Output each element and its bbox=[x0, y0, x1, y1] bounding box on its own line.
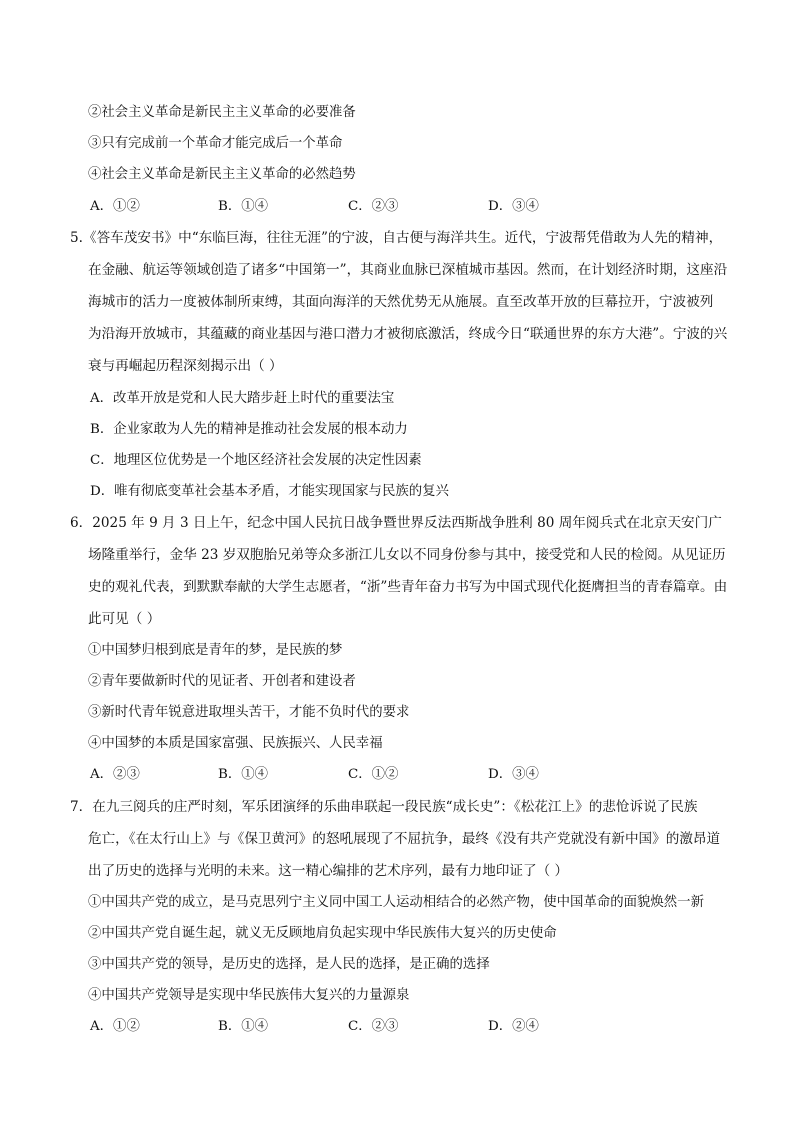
q7-options bbox=[90, 1018, 650, 1036]
q6-stem-line-2: 场隆重举行，金华 23 岁双胞胎兄弟等众多浙江儿女以不同身份参与其中，接受党和人民的检阅。从见证历 bbox=[88, 547, 726, 563]
q4-option-b[interactable]: B．①④ bbox=[218, 199, 269, 214]
q6-choice-3: ③新时代青年锐意进取埋头苦干，才能不负时代的要求 bbox=[88, 705, 410, 720]
q5-stem-line-5: 衰与再崛起历程深刻揭示出（ ） bbox=[88, 358, 283, 374]
q5-stem-line-1: 5.《答车茂安书》中“东临巨海，往往无涯”的宁波，自古便与海洋共生。近代，宁波帮凭借敢为人先的精神， bbox=[70, 230, 723, 246]
q6-choice-1: ①中国梦归根到底是青年的梦，是民族的梦 bbox=[88, 643, 343, 658]
q7-stem-line-3: 出了历史的选择与光明的未来。这一精心编排的艺术序列，最有力地印证了（ ） bbox=[88, 863, 569, 879]
q6-stem-line-3: 史的观礼代表，到默默奉献的大学生志愿者，“浙”些青年奋力书写为中国式现代化挺膺担当的青春篇章。由 bbox=[88, 579, 728, 595]
q4-options bbox=[90, 198, 650, 216]
q5-stem-line-2: 在金融、航运等领域创造了诸多“中国第一”，其商业血脉已深植城市基因。然而，在计划经济时期，这座沿 bbox=[88, 262, 728, 278]
q7-choice-3: ③中国共产党的领导，是历史的选择，是人民的选择，是正确的选择 bbox=[88, 957, 490, 972]
q5-option-d[interactable]: D．唯有彻底变革社会基本矛盾，才能实现国家与民族的复兴 bbox=[90, 484, 449, 499]
q4-option-d[interactable]: D．③④ bbox=[488, 199, 539, 214]
q6-stem-line-1: 6．2025 年 9 月 3 日上午，纪念中国人民抗日战争暨世界反法西斯战争胜利 80 周年阅兵式在北京天安门广 bbox=[70, 515, 722, 531]
q4-choice-4: ④社会主义革命是新民主主义革命的必然趋势 bbox=[88, 167, 356, 182]
q7-choice-2: ②中国共产党自诞生起，就义无反顾地肩负起实现中华民族伟大复兴的历史使命 bbox=[88, 926, 557, 941]
q6-choice-4: ④中国梦的本质是国家富强、民族振兴、人民幸福 bbox=[88, 736, 383, 751]
q6-option-d[interactable]: D．③④ bbox=[488, 767, 539, 782]
q6-option-b[interactable]: B．①④ bbox=[218, 767, 269, 782]
q4-option-a[interactable]: A．①② bbox=[90, 199, 140, 214]
q5-stem-line-3: 海城市的活力一度被体制所束缚，其面向海洋的天然优势无从施展。直至改革开放的巨幕拉开，宁波被列 bbox=[88, 294, 714, 310]
q5-stem-line-4: 为沿海开放城市，其蕴藏的商业基因与港口潜力才被彻底激活，终成今日“联通世界的东方大港”。宁波的兴 bbox=[88, 326, 728, 342]
q7-option-c[interactable]: C．②③ bbox=[348, 1019, 399, 1034]
q7-stem-line-1: 7．在九三阅兵的庄严时刻，军乐团演绎的乐曲串联起一段民族“成长史”：《松花江上》的悲怆诉说了民族 bbox=[70, 799, 698, 815]
q6-choice-2: ②青年要做新时代的见证者、开创者和建设者 bbox=[88, 674, 356, 689]
q5-option-a[interactable]: A．改革开放是党和人民大踏步赶上时代的重要法宝 bbox=[90, 391, 395, 406]
q6-options bbox=[90, 766, 650, 784]
q6-option-a[interactable]: A．②③ bbox=[90, 767, 140, 782]
q7-option-b[interactable]: B．①④ bbox=[218, 1019, 269, 1034]
q4-choice-2: ②社会主义革命是新民主主义革命的必要准备 bbox=[88, 105, 356, 120]
q7-choice-4: ④中国共产党领导是实现中华民族伟大复兴的力量源泉 bbox=[88, 988, 410, 1003]
q7-choice-1: ①中国共产党的成立，是马克思列宁主义同中国工人运动相结合的必然产物，使中国革命的面貌焕然一新 bbox=[88, 895, 704, 910]
q7-option-d[interactable]: D．②④ bbox=[488, 1019, 539, 1034]
q6-option-c[interactable]: C．①② bbox=[348, 767, 399, 782]
q7-stem-line-2: 危亡，《在太行山上》与《保卫黄河》的怒吼展现了不屈抗争，最终《没有共产党就没有新中国》的激昂道 bbox=[88, 831, 721, 847]
q6-stem-line-4: 此可见（ ） bbox=[88, 611, 161, 627]
q5-option-c[interactable]: C．地理区位优势是一个地区经济社会发展的决定性因素 bbox=[90, 453, 422, 468]
q4-choice-3: ③只有完成前一个革命才能完成后一个革命 bbox=[88, 136, 343, 151]
q4-option-c[interactable]: C．②③ bbox=[348, 199, 399, 214]
q7-option-a[interactable]: A．①② bbox=[90, 1019, 140, 1034]
q5-option-b[interactable]: B．企业家敢为人先的精神是推动社会发展的根本动力 bbox=[90, 422, 408, 437]
